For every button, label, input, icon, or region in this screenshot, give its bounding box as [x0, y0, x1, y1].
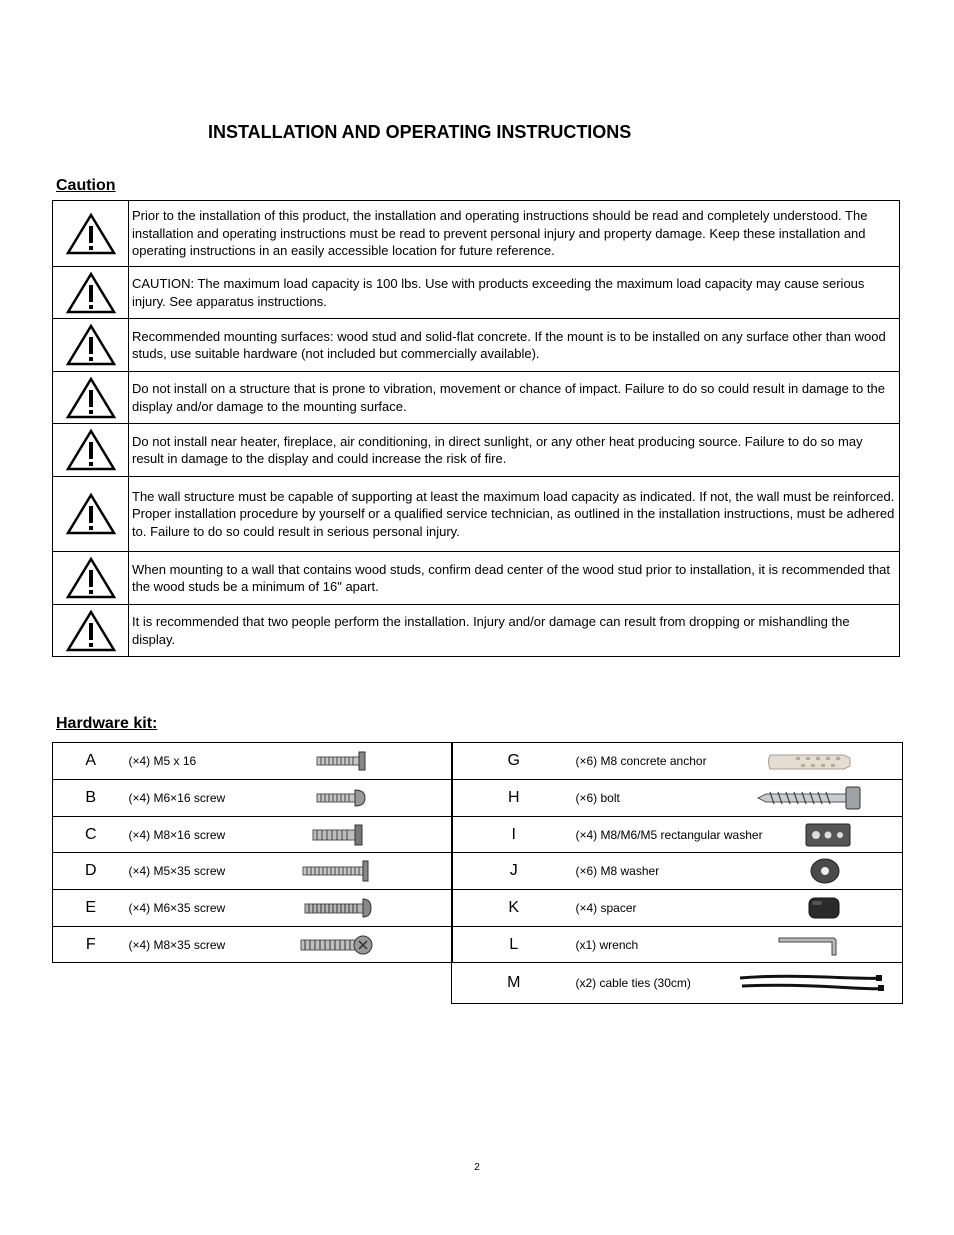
hardware-letter: H: [452, 780, 576, 817]
hardware-row: [452, 780, 903, 817]
hardware-row: [452, 963, 903, 1004]
hardware-row: [53, 817, 453, 853]
caution-text: Prior to the installation of this product, the installation and operating instructions should be read and completely understood. The installation and operating instructions must be read to prevent personal injury and property damage. Keep these installation and operating instructions in an easily accessible location for future reference.: [129, 201, 900, 267]
spacer-icon: [806, 895, 846, 921]
hardware-desc: (×6) M8 concrete anchor: [576, 743, 776, 780]
hardware-letter: I: [452, 817, 576, 853]
long-screw-icon: [301, 860, 381, 882]
caution-row: [53, 605, 900, 657]
page-number: 2: [474, 1162, 480, 1173]
warning-triangle-icon: [65, 323, 117, 367]
caution-text: Do not install near heater, fireplace, air conditioning, in direct sunlight, or any other heat producing source. Failure to do so may result in damage to the display and could increase the risk of fire.: [129, 424, 900, 477]
hardware-row: [53, 853, 453, 890]
round-washer-icon: [808, 856, 844, 886]
concrete-anchor-icon: [766, 750, 856, 772]
hardware-desc: (×4) M8/M6/M5 rectangular washer: [576, 817, 776, 853]
hardware-row: [53, 743, 453, 780]
hardware-desc: (x2) cable ties (30cm): [576, 963, 776, 1004]
caution-heading: Caution: [56, 177, 116, 194]
lag-bolt-icon: [756, 784, 866, 812]
warning-triangle-icon: [65, 212, 117, 256]
hardware-desc: (×4) M5×35 screw: [129, 853, 299, 890]
caution-text: CAUTION: The maximum load capacity is 100 lbs. Use with products exceeding the maximum load capacity may cause serious injury. See apparatus instructions.: [129, 267, 900, 319]
hardware-desc: (×4) M5 x 16: [129, 743, 299, 780]
hardware-letter: J: [452, 853, 576, 890]
hardware-letter: G: [452, 743, 576, 780]
hex-wrench-icon: [776, 933, 846, 957]
hardware-desc: (×4) M8×16 screw: [129, 817, 299, 853]
caution-text: When mounting to a wall that contains wood studs, confirm dead center of the wood stud prior to installation, it is recommended that the wood studs be a minimum of 16" apart.: [129, 552, 900, 605]
caution-row: [53, 477, 900, 552]
page-title: INSTALLATION AND OPERATING INSTRUCTIONS: [208, 122, 632, 142]
warning-triangle-icon: [65, 376, 117, 420]
hardware-row: [452, 817, 903, 853]
rectangular-washer-icon: [804, 821, 854, 849]
hardware-letter: E: [53, 890, 129, 927]
hardware-row: [452, 853, 903, 890]
hardware-table-left: [52, 742, 453, 963]
hardware-letter: K: [452, 890, 576, 927]
hardware-desc: (×6) M8 washer: [576, 853, 776, 890]
hardware-desc: (×4) M6×35 screw: [129, 890, 299, 927]
hardware-kit-heading: Hardware kit:: [56, 715, 158, 732]
hardware-row: [452, 927, 903, 963]
warning-triangle-icon: [65, 428, 117, 472]
warning-triangle-icon: [65, 492, 117, 536]
caution-row: [53, 267, 900, 319]
hardware-desc: (×4) M8×35 screw: [129, 927, 299, 963]
hardware-row: [53, 890, 453, 927]
short-screw-icon: [311, 824, 391, 846]
hardware-row: [452, 890, 903, 927]
hardware-desc: (×6) bolt: [576, 780, 776, 817]
warning-triangle-icon: [65, 556, 117, 600]
caution-text: The wall structure must be capable of supporting at least the maximum load capacity as indicated. If not, the wall must be reinforced. Proper installation procedure by yourself or a qualified service technician, as outlined in the installation instructions, must be adhered to. Failure to do so could result in serious personal injury.: [129, 477, 900, 552]
caution-row: [53, 552, 900, 605]
hardware-letter: C: [53, 817, 129, 853]
hardware-desc: (x1) wrench: [576, 927, 776, 963]
short-screw-icon: [315, 787, 395, 809]
cable-ties-icon: [736, 971, 886, 995]
hardware-row: [53, 780, 453, 817]
hardware-letter: A: [53, 743, 129, 780]
long-screw-icon: [299, 933, 379, 957]
caution-row: [53, 319, 900, 372]
hardware-letter: D: [53, 853, 129, 890]
hardware-table-right: [451, 742, 903, 1004]
warning-triangle-icon: [65, 271, 117, 315]
warning-triangle-icon: [65, 609, 117, 653]
long-screw-icon: [303, 897, 383, 919]
caution-table: [52, 200, 900, 657]
caution-row: [53, 424, 900, 477]
short-screw-icon: [315, 750, 395, 772]
caution-text: It is recommended that two people perform the installation. Injury and/or damage can result from dropping or mishandling the display.: [129, 605, 900, 657]
hardware-row: [53, 927, 453, 963]
hardware-desc: (×4) M6×16 screw: [129, 780, 299, 817]
hardware-letter: B: [53, 780, 129, 817]
hardware-letter: L: [452, 927, 576, 963]
hardware-row: [452, 743, 903, 780]
caution-text: Recommended mounting surfaces: wood stud and solid-flat concrete. If the mount is to be installed on any surface other than wood studs, use suitable hardware (not included but commercially available).: [129, 319, 900, 372]
caution-row: [53, 201, 900, 267]
hardware-letter: F: [53, 927, 129, 963]
hardware-letter: M: [452, 963, 576, 1004]
caution-text: Do not install on a structure that is prone to vibration, movement or chance of impact. Failure to do so could result in damage to the display and/or damage to the mounting surface.: [129, 372, 900, 424]
hardware-desc: (×4) spacer: [576, 890, 776, 927]
caution-row: [53, 372, 900, 424]
